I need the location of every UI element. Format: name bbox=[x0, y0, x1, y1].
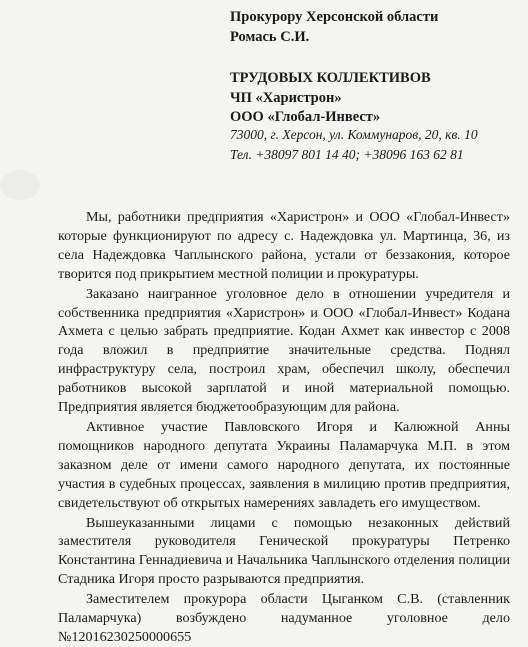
sender-address: 73000, г. Херсон, ул. Коммунаров, 20, кв. 10 bbox=[230, 127, 478, 142]
scan-smudge bbox=[0, 170, 40, 200]
paragraph-1: Мы, работники предприятия «Харистрон» и ООО «Глобал-Инвест» которые функционируют по адресу с. Надеждовка ул. Мартинца, 36, из села Надеждовка Чаплынского района, устали от беззакония, которое творится под прикрытием местной полиции и прокуратуры. bbox=[58, 209, 510, 282]
paragraph-3: Активное участие Павловского Игоря и Калюжной Анны помощников народного депутата Украины Паламарчука М.П. в этом заказном деле от имени самого народного депутата, их постоянные участия в судебных процессах, заявления в милицию против предприятия, свидетельствуют об открытых намерениях завладеть его имуществом. bbox=[58, 418, 510, 511]
paragraph-5: Заместителем прокурора области Цыганком С.В. (ставленник Паламарчука) возбуждено надуманное уголовное дело №12016230250000655 bbox=[58, 591, 510, 645]
paragraph-4: Вышеуказанными лицами с помощью незаконных действий заместителя руководителя Генической прокуратуры Петренко Константина Геннадиевича и Начальника Чаплынского отделения полиции Стадника Игоря просто разрываются предприятия. bbox=[58, 514, 510, 588]
paragraph-2: Заказано наигранное уголовное дело в отношении учредителя и собственника предприятия «Харистрон» и ООО «Глобал-Инвест» Кодана Ахмета с целью забрать предприятие. Кодан Ахмет как инвестор с 2008 года вложил в предприятие значительные средства. Поднял инфраструктуру села, построил храм, обеспечил школу, обеспечил работников высокой зарплатой и иной материальной помощью. Предприятия является бюджетообразующим для района. bbox=[58, 285, 510, 416]
sender-line-1: ТРУДОВЫХ КОЛЛЕКТИВОВ bbox=[230, 70, 431, 86]
sender-line-3: ООО «Глобал-Инвест» bbox=[230, 109, 381, 125]
recipient-line-1: Прокурору Херсонской области bbox=[230, 9, 439, 25]
recipient-line-2: Ромась С.И. bbox=[230, 29, 310, 45]
sender-phones: Тел. +38097 801 14 40; +38096 163 62 81 bbox=[230, 147, 464, 162]
letter-body bbox=[58, 208, 510, 647]
sender-line-2: ЧП «Харистрон» bbox=[230, 90, 342, 106]
